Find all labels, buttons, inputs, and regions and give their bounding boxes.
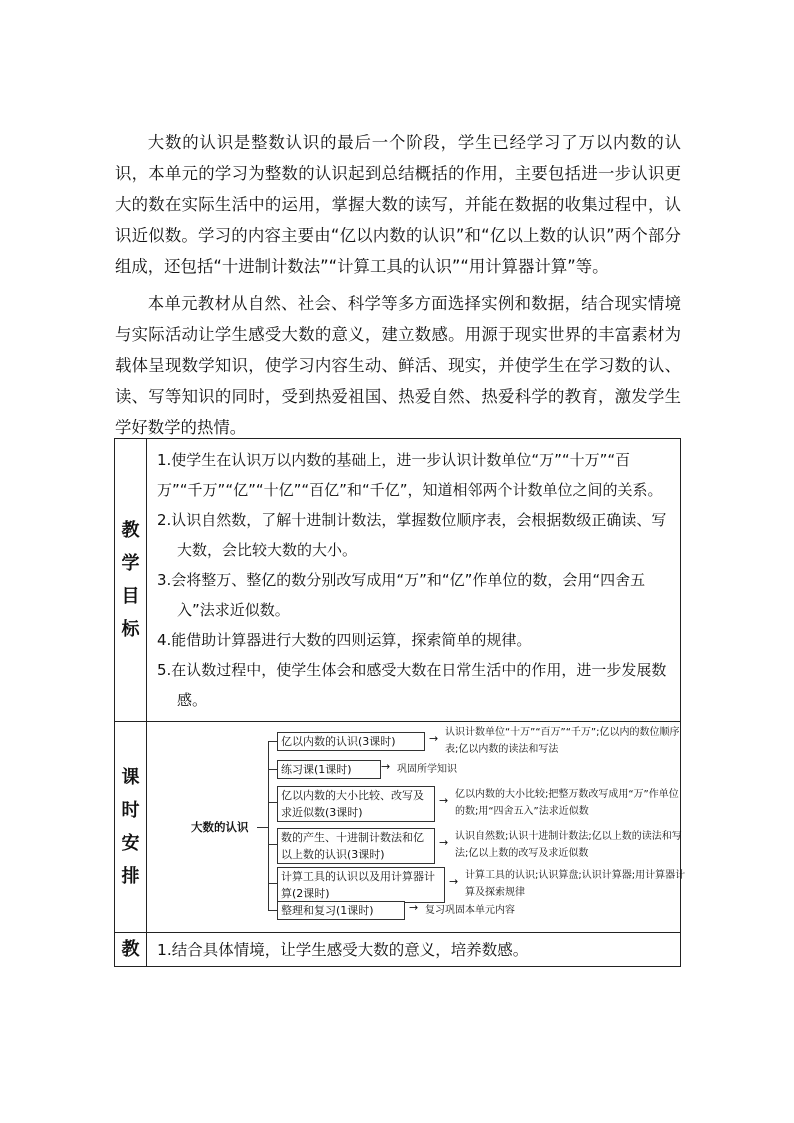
goal-item-2: 2.认识自然数，了解十进制计数法，掌握数位顺序表，会根据数级正确读、写大数，会比较大数的大小。 — [157, 511, 667, 559]
intro-paragraph-2: 本单元教材从自然、社会、科学等多方面选择实例和数据，结合现实情境与实际活动让学生感受大数的意义，建立数感。用源于现实世界的丰富素材为载体呈现数学知识，使学习内容生动、鲜活、现实，并使学生在学习数的认、读、写等知识的同时，受到热爱祖国、热爱自然、热爱科学的教育，激发学生学好数学的热情。 — [115, 294, 681, 437]
schedule-desc-4: 认识自然数;认识十进制计数法;亿以上数的读法和写法;亿以上数的改写及求近似数 — [455, 831, 682, 859]
goal-item-4: 4.能借助计算器进行大数的四则运算，探索简单的规律。 — [157, 631, 532, 649]
goals-label-char: 标 — [121, 619, 140, 640]
goals-row — [115, 439, 681, 722]
schedule-label-char: 排 — [121, 866, 140, 887]
goals-label-char: 教 — [121, 520, 140, 541]
goals-label — [115, 439, 147, 722]
arrow-icon: → — [381, 760, 391, 773]
arrow-icon: → — [409, 901, 419, 914]
schedule-diagram-cell — [147, 722, 686, 933]
tree-branch-connector — [268, 769, 277, 770]
goal-item-1: 1.使学生在认识万以内数的基础上，进一步认识计数单位“万”“十万”“百 — [157, 451, 631, 469]
schedule-label-char: 课 — [121, 767, 140, 788]
bottom-text: 1.结合具体情境，让学生感受大数的意义，培养数感。 — [147, 933, 681, 967]
schedule-node-3: 亿以内数的大小比较、改写及求近似数(3课时) — [277, 786, 435, 822]
tree-root-connector — [257, 827, 268, 828]
intro-paragraph-1: 大数的认识是整数认识的最后一个阶段，学生已经学习了万以内数的认识，本单元的学习为整数的认识起到总结概括的作用，主要包括进一步认识更大的数在实际生活中的运用，掌握大数的读写，并能在数据的收集过程中，认识近似数。学习的内容主要由“亿以内数的认识”和“亿以上数的认识”两个部分组成，还包括“十进制计数法”“计算工具的认识”“用计算器计算”等。 — [115, 133, 681, 276]
bottom-label: 教 — [115, 933, 147, 967]
schedule-row — [115, 722, 681, 933]
tree-branch-connector — [268, 844, 277, 845]
arrow-icon: → — [429, 732, 439, 745]
teaching-plan-table — [114, 438, 686, 967]
schedule-node-6: 整理和复习(1课时) — [277, 901, 405, 920]
schedule-node-5: 计算工具的认识以及用计算器计算(2课时) — [277, 867, 445, 903]
schedule-tree-diagram — [147, 722, 686, 932]
goal-item-3: 3.会将整万、整亿的数分别改写成用“万”和“亿”作单位的数，会用“四舍五入”法求近似数。 — [157, 571, 646, 619]
schedule-desc-3: 亿以内数的大小比较;把整万数改写成用“万”作单位的数;用“四舍五入”法求近似数 — [455, 789, 679, 817]
arrow-icon: → — [439, 836, 449, 849]
tree-trunk-line — [268, 742, 269, 910]
tree-branch-connector — [268, 802, 277, 803]
schedule-desc-1: 认识计数单位“十万”“百万”“千万”;亿以内的数位顺序表;亿以内数的读法和写法 — [445, 727, 680, 755]
tree-branch-connector — [268, 741, 277, 742]
arrow-icon: → — [449, 875, 459, 888]
goals-label-char: 目 — [121, 586, 140, 607]
schedule-node-1: 亿以内数的认识(3课时) — [277, 732, 425, 751]
tree-branch-connector — [268, 910, 277, 911]
schedule-desc-5: 计算工具的认识;认识算盘;认识计算器;用计算器计算及探索规律 — [465, 870, 686, 898]
goal-item-5: 5.在认数过程中，使学生体会和感受大数在日常生活中的作用，进一步发展数感。 — [157, 661, 667, 709]
schedule-desc-2: 巩固所学知识 — [397, 764, 457, 775]
schedule-desc-6: 复习巩固本单元内容 — [425, 905, 515, 916]
goal-item-1-continued: 万”“千万”“亿”“十亿”“百亿”和“千亿”，知道相邻两个计数单位之间的关系。 — [157, 481, 663, 499]
arrow-icon: → — [439, 794, 449, 807]
goals-label-char: 学 — [121, 553, 140, 574]
schedule-node-2: 练习课(1课时) — [277, 760, 381, 779]
schedule-label-char: 安 — [121, 833, 140, 854]
tree-branch-connector — [268, 883, 277, 884]
goals-content — [147, 439, 681, 722]
tree-root-label: 大数的认识 — [191, 820, 249, 834]
schedule-label — [115, 722, 147, 933]
schedule-node-4: 数的产生、十进制计数法和亿以上数的认识(3课时) — [277, 828, 435, 864]
schedule-label-char: 时 — [121, 800, 140, 821]
intro-section — [115, 127, 681, 443]
bottom-row — [115, 933, 681, 967]
